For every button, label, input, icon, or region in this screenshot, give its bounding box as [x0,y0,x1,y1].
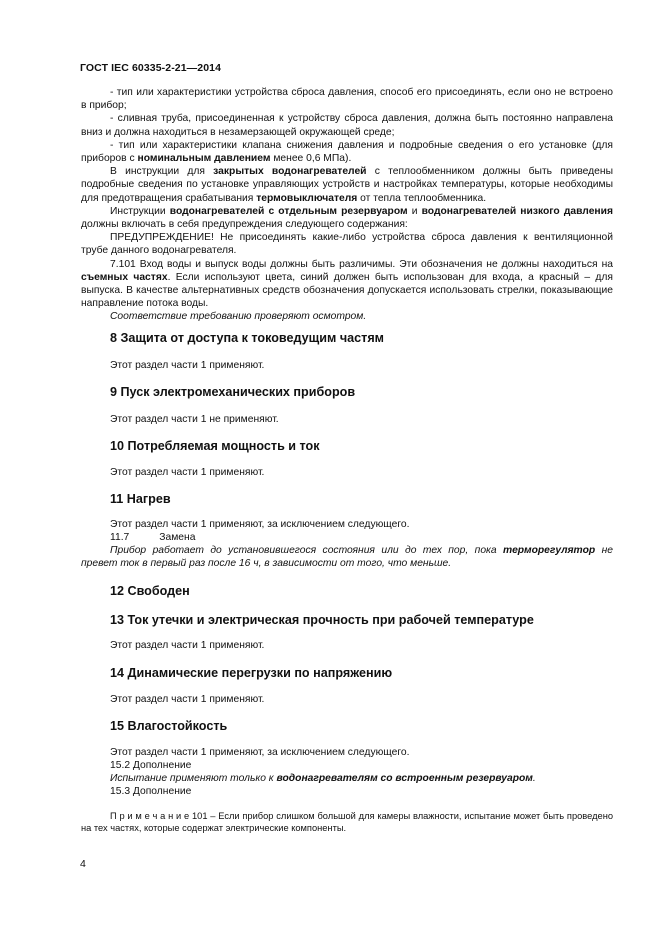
clause-15-2: 15.2 Дополнение [110,760,192,771]
section-heading: 14 Динамические перегрузки по напряжению [110,666,393,680]
section-heading: 9 Пуск электромеханических приборов [110,385,356,399]
page-number: 4 [80,858,86,870]
warning-paragraph: ПРЕДУПРЕЖДЕНИЕ! Не присоединять какие-либо устройства сброса давления к вентиляционной трубе данного водонагревателя. [81,232,613,257]
section-heading: 10 Потребляемая мощность и ток [110,439,320,453]
document-header: ГОСТ IEC 60335-2-21—2014 [80,62,222,74]
clause-15-3: 15.3 Дополнение [110,786,192,797]
section-text: Этот раздел части 1 применяют. [110,694,265,705]
intro-paragraph: Инструкции водонагревателей с отдельным резервуаром и водонагревателей низкого давления должны включать в себя предупреждения следующего содержания: [81,205,613,231]
clause-15-2-text: Испытание применяют только к водонагревателям со встроенным резервуаром. [110,773,536,784]
footnote-note: П р и м е ч а н и е 101 – Если прибор слишком большой для камеры влажности, испытание может быть проведено на тех частях, которые содержат электрические компоненты. [81,811,613,833]
clause-11-7: 11.7 Замена [110,532,196,543]
intro-paragraph: - тип или характеристики устройства сброса давления, способ его присоединять, если оно не встроено в прибор; [81,87,613,112]
intro-paragraph: - тип или характеристики клапана снижения давления и подробные сведения о его установке (для приборов с номинальным давлением менее 0,6 МПа). [81,139,613,165]
section-heading: 12 Свободен [110,584,190,598]
intro-paragraph: - сливная труба, присоединенная к устройству сброса давления, должна быть постоянно направлена вниз и должна находиться в незамерзающей окружающей среде; [81,113,613,138]
clause-11-7-text: Прибор работает до установившегося состояния или до тех пор, пока терморегулятор не превет ток в первый раз после 16 ч, в зависимости от того, что меньше. [81,545,613,569]
section-heading: 13 Ток утечки и электрическая прочность при рабочей температуре [110,613,534,627]
clause-7-101: 7.101 Вход воды и выпуск воды должны быть различимы. Эти обозначения не должны находиться на съемных частях. Если используют цвета, синий должен быть использован для входа, а красный – для выпуска. В качестве альтернативных средств обозначения допускается использовать стрелки, показывающие направление потока воды. [81,258,613,310]
compliance-note: Соответствие требованию проверяют осмотром. [110,311,367,323]
section-heading: 8 Защита от доступа к токоведущим частям [110,331,384,345]
intro-paragraph: В инструкции для закрытых водонагревателей с теплообменником должны быть приведены подробные сведения по установке управляющих устройств и настройках температуры, которые необходимы для предотвращения срабатывания термовыключателя от тепла теплообменника. [81,166,613,204]
section-text: Этот раздел части 1 применяют, за исключением следующего. [110,519,410,530]
section-text: Этот раздел части 1 применяют. [110,640,265,651]
intro-block [81,86,613,324]
section-text: Этот раздел части 1 применяют. [110,360,265,371]
section-heading: 15 Влагостойкость [110,719,228,733]
section-text: Этот раздел части 1 применяют. [110,467,265,478]
section-text: Этот раздел части 1 применяют, за исключением следующего. [110,747,410,758]
section-heading: 11 Нагрев [110,492,171,506]
section-text: Этот раздел части 1 не применяют. [110,414,279,425]
